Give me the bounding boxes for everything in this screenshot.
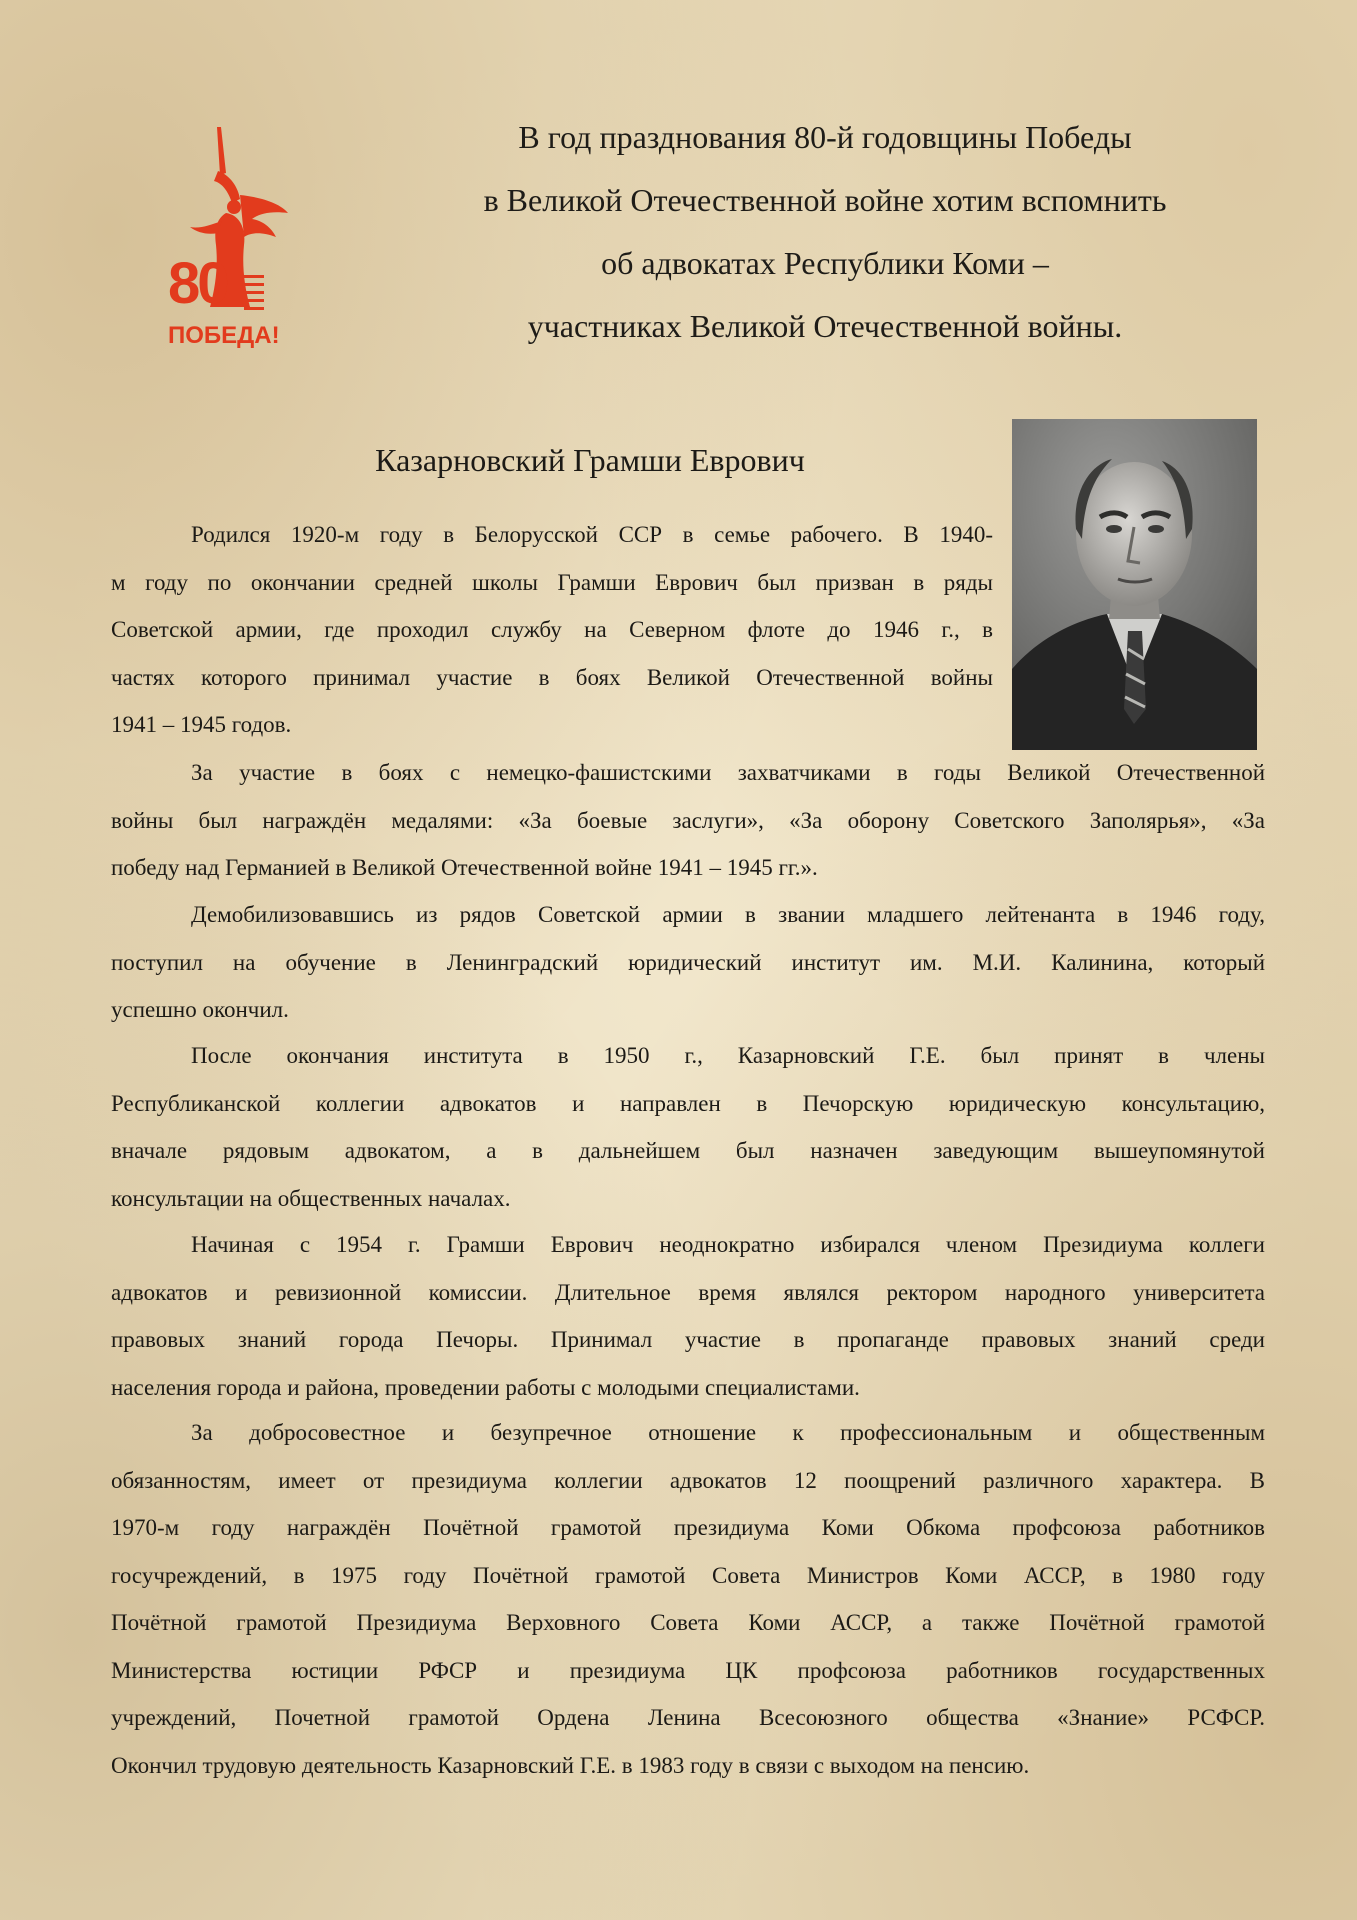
text-line: Родился 1920-м году в Белорусской ССР в семье рабочего. В 1940- (191, 522, 993, 547)
header-line: участниках Великой Отечественной войны. (527, 308, 1123, 344)
motherland-statue-icon (160, 125, 290, 355)
paragraph-1 (111, 511, 993, 749)
paragraph-3 (111, 891, 1265, 1034)
text-line: Почётной грамотой Президиума Верховного Совета Коми АССР, а также Почётной грамотой (111, 1610, 1265, 1635)
paragraph-2 (111, 749, 1265, 892)
text-line: Советской армии, где проходил службу на Северном флоте до 1946 г., в (111, 617, 993, 642)
text-line: м году по окончании средней школы Грамши Еврович был призван в ряды (111, 569, 993, 595)
text-line: успешно окончил. (111, 997, 289, 1022)
page-header (400, 106, 1250, 358)
text-line: вначале рядовым адвокатом, а в дальнейшем был назначен заведующим вышеупомянутой (111, 1138, 1265, 1163)
text-line: После окончания института в 1950 г., Казарновский Г.Е. был принят в члены (191, 1043, 1265, 1068)
text-line: За добросовестное и безупречное отношение к профессиональным и общественным (191, 1420, 1265, 1445)
emblem-caption: ПОБЕДА! (168, 322, 280, 349)
text-line: правовых знаний города Печоры. Принимал участие в пропаганде правовых знаний среди (111, 1327, 1265, 1352)
text-line: Министерства юстиции РФСР и президиума ЦК профсоюза работников государственных (111, 1657, 1265, 1683)
text-line: победу над Германией в Великой Отечественной войне 1941 – 1945 гг.». (111, 855, 818, 880)
paragraph-4 (111, 1032, 1265, 1222)
person-name: Казарновский Грамши Еврович (375, 442, 805, 478)
text-line: госучреждений, в 1975 году Почётной грамотой Совета Министров Коми АССР, в 1980 году (111, 1562, 1265, 1588)
paragraph-5 (111, 1221, 1265, 1411)
text-line: Демобилизовавшись из рядов Советской армии в звании младшего лейтенанта в 1946 году, (191, 902, 1265, 927)
text-line: частях которого принимал участие в боях Великой Отечественной войны (111, 664, 993, 690)
text-line: учреждений, Почетной грамотой Ордена Ленина Всесоюзного общества «Знание» РСФСР. (111, 1705, 1265, 1730)
portrait-image (1012, 419, 1257, 750)
text-line: Окончил трудовую деятельность Казарновский Г.Е. в 1983 году в связи с выходом на пенсию. (111, 1752, 1030, 1778)
text-line: 1970-м году награждён Почётной грамотой президиума Коми Обкома профсоюза работников (111, 1515, 1265, 1540)
text-line: войны был награждён медалями: «За боевые заслуги», «За оборону Советского Заполярья», «За (111, 807, 1265, 833)
header-line: в Великой Отечественной войне хотим вспомнить (483, 182, 1167, 218)
header-line: В год празднования 80-й годовщины Победы (518, 119, 1132, 155)
text-line: За участие в боях с немецко-фашистскими захватчиками в годы Великой Отечественной (191, 760, 1265, 785)
victory-80-emblem (160, 125, 290, 355)
text-line: 1941 – 1945 годов. (111, 712, 292, 737)
text-line: Начиная с 1954 г. Грамши Еврович неоднократно избирался членом Президиума коллеги (191, 1232, 1265, 1257)
header-line: об адвокатах Республики Коми – (601, 245, 1049, 281)
text-line: населения города и района, проведении работы с молодыми специалистами. (111, 1374, 860, 1400)
text-line: консультации на общественных началах. (111, 1185, 511, 1211)
text-line: обязанностям, имеет от президиума коллегии адвокатов 12 поощрений различного характера. В (111, 1467, 1265, 1493)
portrait-photo (1012, 419, 1257, 750)
text-line: адвокатов и ревизионной комиссии. Длительное время являлся ректором народного университета (111, 1279, 1265, 1305)
paragraph-6 (111, 1409, 1265, 1789)
text-line: поступил на обучение в Ленинградский юридический институт им. М.И. Калинина, который (111, 949, 1265, 975)
emblem-number: 80 (168, 251, 227, 316)
text-line: Республиканской коллегии адвокатов и направлен в Печорскую юридическую консультацию, (111, 1090, 1265, 1116)
